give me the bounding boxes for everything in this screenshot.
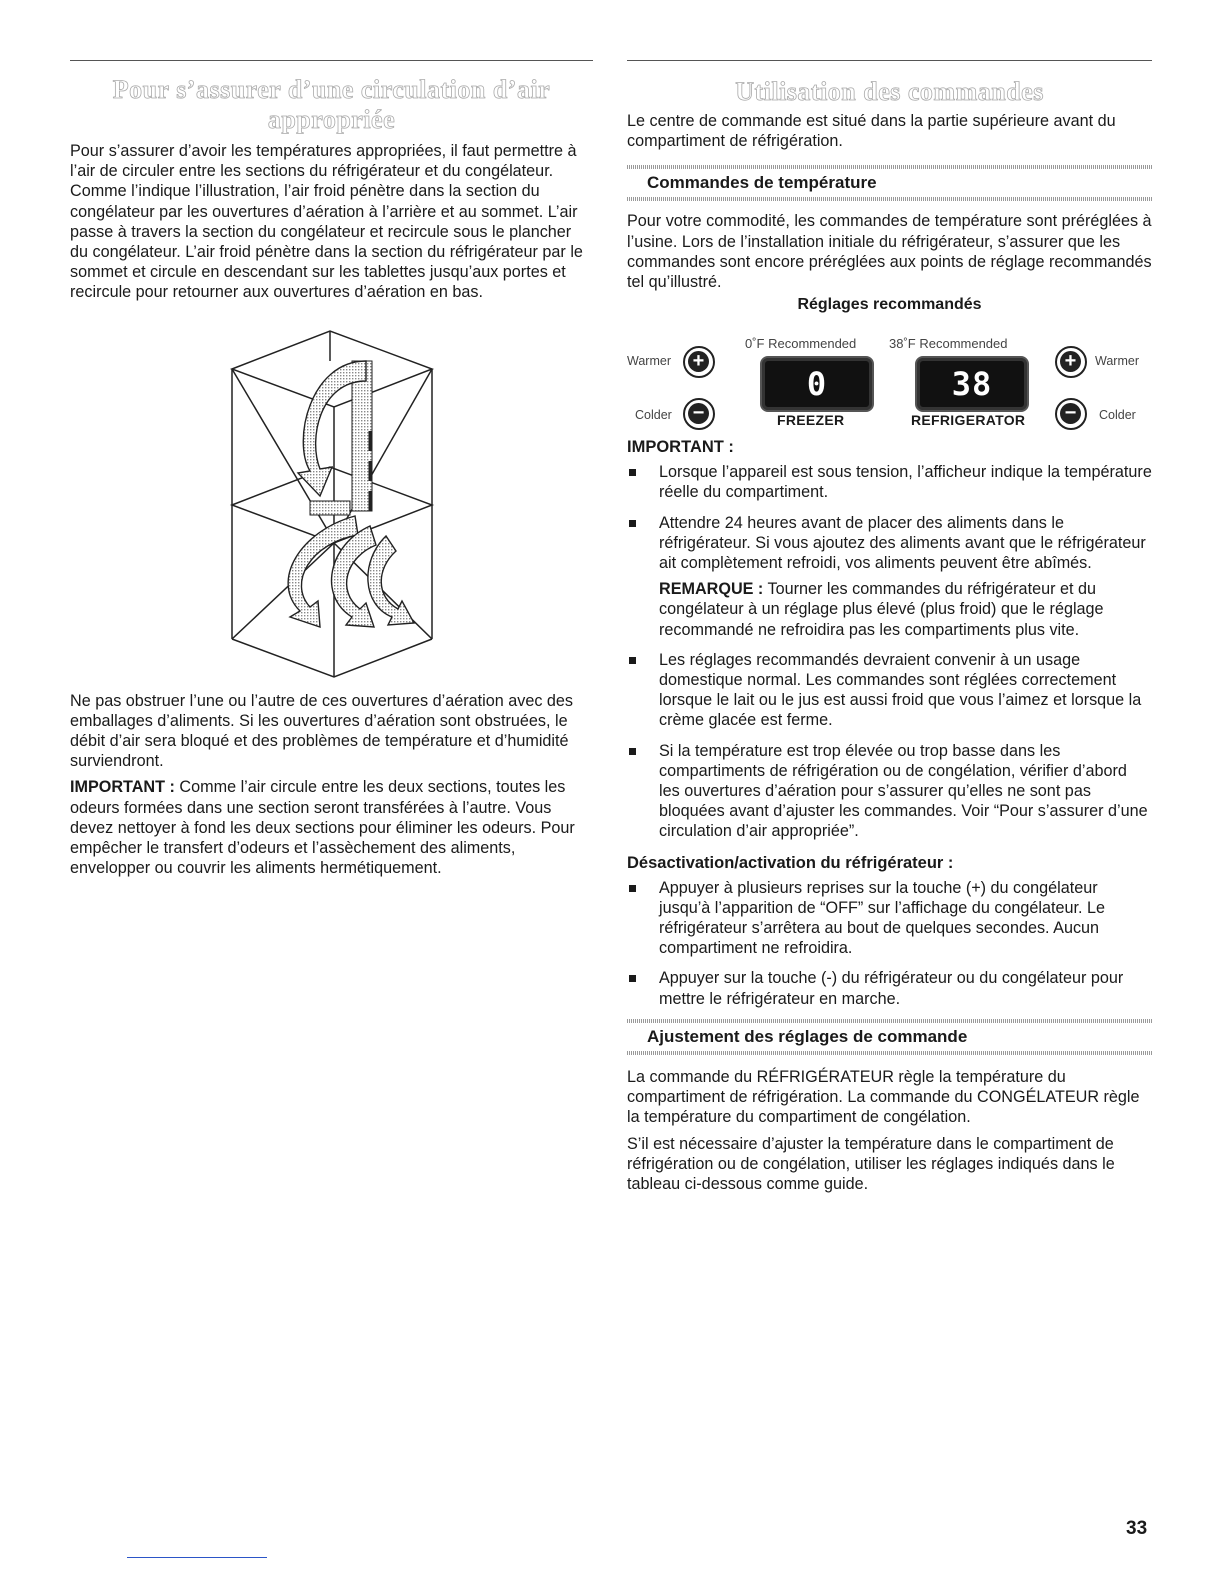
freezer-recommended-label: 0˚F Recommended [745,336,857,352]
list-item-text: Appuyer à plusieurs reprises sur la touche (+) du congélateur jusqu’à l’apparition de “OFF” sur l’affichage du congélateur. Le réfrigérateur s’arrêtera au bout de quelques secondes. Aucun compartiment ne refroidira. [659,878,1106,958]
airflow-important [70,777,593,878]
freezer-plus-button[interactable] [683,346,715,378]
hatch-rule [627,1051,1152,1055]
controls-intro: Le centre de commande est situé dans la partie supérieure avant du compartiment de réfrigération. [627,112,1116,151]
remarque-note [659,579,1152,640]
bullet-icon [629,469,636,476]
list-item-text: Si la température est trop élevée ou trop basse dans les compartiments de réfrigération ou de congélation, vérifier d’abord les ouvertures d’aération pour s’assurer qu’elles ne sont pas bloquées avant d’ajuster les commandes. Voir “Pour s’assurer d’une circulation d’air appropriée”. [659,741,1148,841]
bullet-icon [629,657,636,664]
adjust-heading-box [627,1019,1152,1055]
list-item [627,968,1152,1008]
bullet-icon [629,885,636,892]
plus-icon: + [1060,351,1081,372]
airflow-arrow-bottom-3 [368,536,414,625]
airflow-blocked-text: Ne pas obstruer l’une ou l’autre de ces ouvertures d’aération avec des emballages d’aliments. Si les ouvertures d’aération sont obstruées, le débit d’air sera bloqué et des problèmes de température et d’humidité surviendront. [70,691,574,771]
warmer-label-left: Warmer [627,354,671,369]
list-item-text: Les réglages recommandés devraient convenir à un usage domestique normal. Les commandes sont réglées correctement lorsque le lait ou le jus est aussi froid que vous l’aimez et lorsque la crème glacée est ferme. [659,650,1142,730]
hatch-rule [627,197,1152,201]
colder-label-left: Colder [635,408,672,423]
top-rule [627,60,1152,61]
temp-controls-heading: Commandes de température [647,173,877,193]
airflow-intro: Pour s’assurer d’avoir les températures appropriées, il faut permettre à l’air de circuler entre les sections du réfrigérateur et du congélateur. Comme l’indique l’illustration, l’air froid pénètre dans la section du congélateur par les ouvertures d’aération à l’arrière et au sommet. L’air passe à travers la section du congélateur et recircule sous le plancher du congélateur. L’air froid pénètre dans la section du réfrigérateur par le sommet et circule en descendant sur les tablettes jusqu’aux portes et recircule pour retourner aux ouvertures d’aération en bas. [70,142,583,302]
important-list [627,462,1152,841]
list-item [627,878,1152,959]
adjust-heading: Ajustement des réglages de commande [647,1026,968,1046]
remarque-label: REMARQUE : [659,580,764,599]
fridge-minus-button[interactable] [1055,398,1087,430]
freezer-minus-button[interactable] [683,398,715,430]
fridge-plus-button[interactable] [1055,346,1087,378]
temp-controls-text: Pour votre commodité, les commandes de température sont préréglées à l’usine. Lors de l’installation initiale du réfrigérateur, s’assurer que les commandes sont encore préréglées aux points de réglage recommandés tel qu’illustré. [627,212,1152,292]
warmer-label-right: Warmer [1095,354,1139,369]
list-item [627,513,1152,640]
colder-label-right: Colder [1099,408,1136,423]
page-number: 33 [1126,1518,1148,1539]
plus-icon: + [688,351,709,372]
recommended-settings-heading: Réglages recommandés [797,296,982,314]
airflow-illustration [70,321,593,681]
important-heading: IMPORTANT : [627,438,734,457]
footer-rule [127,1557,267,1558]
freezer-label: FREEZER [777,412,845,429]
adjust-text-1: La commande du RÉFRIGÉRATEUR règle la température du compartiment de réfrigération. La commande du CONGÉLATEUR règle la température du compartiment de congélation. [627,1067,1140,1127]
list-item-text: Lorsque l’appareil est sous tension, l’afficheur indique la température réelle du compartiment. [659,463,1152,502]
controls-title: Utilisation des commandes [735,77,1044,106]
temp-controls-heading-box [627,165,1152,201]
onoff-heading: Désactivation/activation du réfrigérateur : [627,853,954,872]
left-column [70,60,593,878]
minus-icon: − [1060,403,1081,424]
list-item-text: Appuyer sur la touche (-) du réfrigérateur ou du congélateur pour mettre le réfrigérateur en marche. [659,969,1124,1008]
list-item [627,462,1152,502]
onoff-list [627,878,1152,1009]
important-text: Comme l’air circule entre les deux sections, toutes les odeurs formées dans une section seront transférées à l’autre. Vous devez nettoyer à fond les deux sections pour éliminer les odeurs. Pour empêcher le transfert d’odeurs et l’assèchement des aliments, envelopper ou couvrir les aliments hermétiquement. [70,778,575,878]
fridge-display: 38 [915,356,1029,412]
list-item-text: Attendre 24 heures avant de placer des aliments dans le réfrigérateur. Si vous ajoutez des aliments avant que le réfrigérateur ait complètement refroidi, vos aliments peuvent être abîmés. [659,513,1146,573]
bullet-icon [629,975,636,982]
airflow-title: Pour s’assurer d’une circulation d’air appropriée [112,75,551,134]
control-panel-illustration [627,326,1152,429]
list-item [627,650,1152,731]
freezer-display: 0 [760,356,874,412]
top-rule [70,60,593,61]
fridge-recommended-label: 38˚F Recommended [889,336,1008,352]
right-column [627,60,1152,1194]
important-label: IMPORTANT : [70,778,175,797]
minus-icon: − [688,403,709,424]
adjust-text-2: S’il est nécessaire d’ajuster la température dans le compartiment de réfrigération ou de congélation, utiliser les réglages indiqués dans le tableau ci-dessous comme guide. [627,1134,1115,1193]
list-item [627,741,1152,842]
bullet-icon [629,520,636,527]
refrigerator-label: REFRIGERATOR [911,412,1026,429]
remarque-text: Tourner les commandes du réfrigérateur et du congélateur à un réglage plus élevé (plus froid) que le réglage recommandé ne refroidira pas les compartiments plus vite. [659,580,1104,639]
freezer-vent [310,501,350,515]
bullet-icon [629,748,636,755]
